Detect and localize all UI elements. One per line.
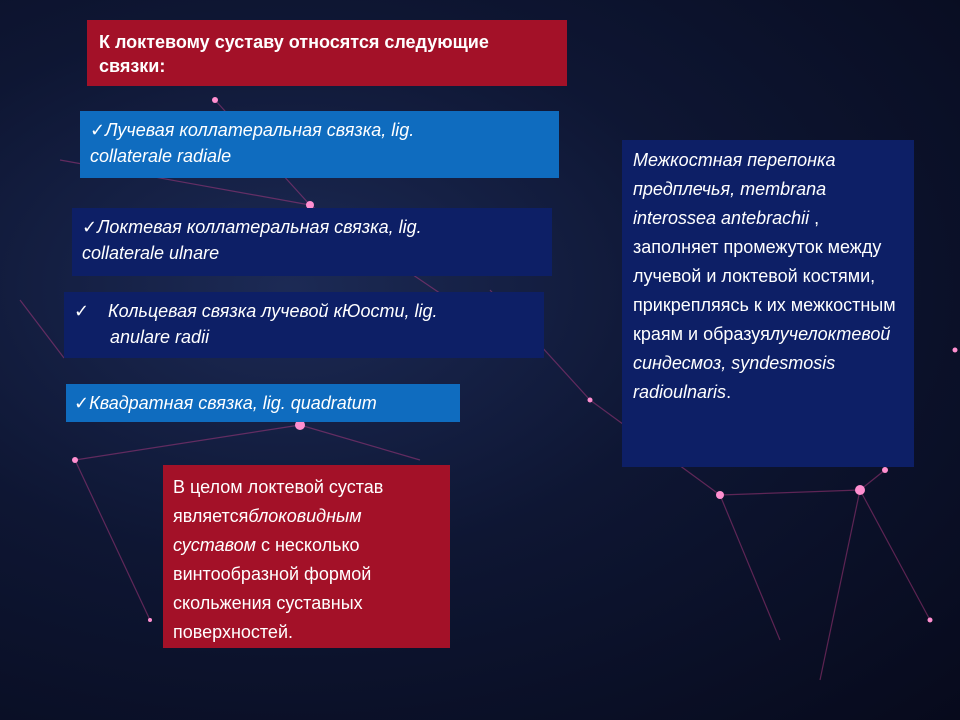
ligament-line2: collaterale radiale [90, 146, 232, 166]
ligament-line2: anulare radii [110, 327, 210, 347]
checkmark-icon: ✓ [90, 120, 106, 140]
checkmark-icon: ✓ [74, 393, 90, 413]
membrane-box [622, 140, 914, 467]
membrane-text-1: Межкостная перепонка предплечья, membrana interossea antebrachii [633, 150, 836, 228]
ligament-line1: Локтевая коллатеральная связка, lig. [97, 217, 422, 237]
checkmark-icon: ✓ [82, 217, 98, 237]
title-text: К локтевому суставу относятся следующие связки: [99, 32, 489, 76]
membrane-text-4: . [726, 382, 732, 402]
summary-text-1: В целом локтевой сустав является [173, 477, 384, 526]
ligament-line2: collaterale ulnare [82, 243, 220, 263]
summary-text-2: блоковидным суставом [173, 506, 362, 555]
membrane-text-2: , заполняет промежуток между лучевой и локтевой костями, прикрепляясь к их межкостным краям и образуя [633, 208, 896, 344]
slide-title [87, 20, 567, 86]
checkmark-icon: ✓ [74, 301, 90, 321]
ligament-item-ulnar [72, 208, 552, 276]
ligament-line1: Кольцевая связка лучевой кЮости, lig. [108, 301, 438, 321]
ligament-item-radial [80, 111, 559, 178]
summary-text-3: с несколько винтообразной формой скольжения суставных поверхностей. [173, 535, 372, 642]
ligament-line1: Лучевая коллатеральная связка, lig. [105, 120, 415, 140]
ligament-item-annular [64, 292, 544, 358]
summary-box [163, 465, 450, 648]
ligament-item-quadrate [66, 384, 460, 422]
membrane-text-3: лучелоктевой синдесмоз, syndesmosis radioulnaris [633, 324, 891, 402]
ligament-line1: Квадратная связка, lig. quadratum [89, 393, 377, 413]
